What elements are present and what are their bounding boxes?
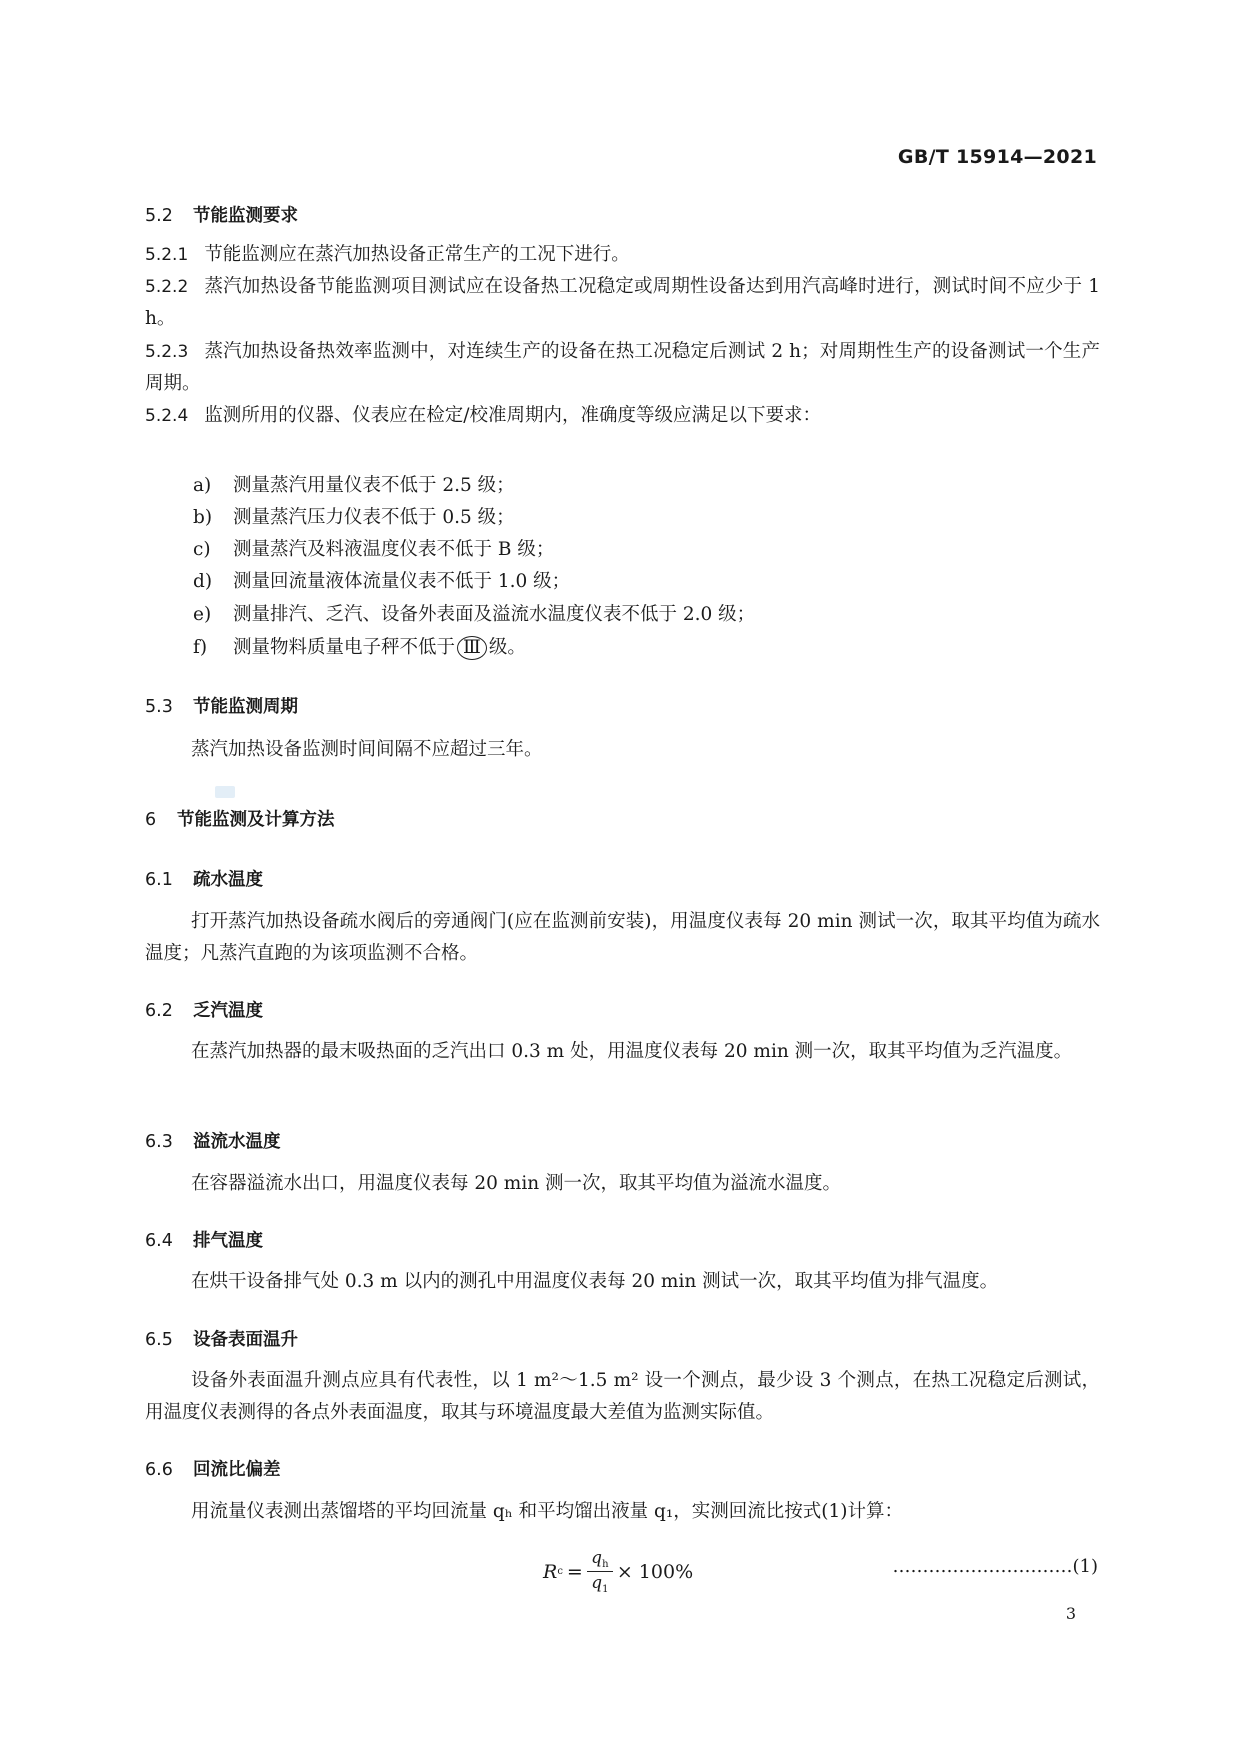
section-6-2-text: 在蒸汽加热器的最末吸热面的乏汽出口 0.3 m 处，用温度仪表每 20 min 测一次，取其平均值为乏汽温度。 bbox=[191, 1041, 1073, 1062]
scan-mark bbox=[215, 786, 235, 798]
clause-5-2-1: 5.2.1 节能监测应在蒸汽加热设备正常生产的工况下进行。 bbox=[145, 244, 630, 265]
section-6-4-heading: 6.4 排气温度 bbox=[145, 1231, 263, 1251]
section-6-6-text: 用流量仪表测出蒸馏塔的平均回流量 qₕ 和平均馏出液量 q₁，实测回流比按式(1)计算： bbox=[191, 1501, 903, 1522]
section-6-5-text: 设备外表面温升测点应具有代表性，以 1 m²～1.5 m² 设一个测点，最少设 3 个测点，在热工况稳定后测试，用温度仪表测得的各点外表面温度，取其与环境温度最大差值为监测实际值。 bbox=[145, 1370, 1100, 1423]
section-6-3-text: 在容器溢流水出口，用温度仪表每 20 min 测一次，取其平均值为溢流水温度。 bbox=[191, 1173, 842, 1194]
chapter-6-heading: 6 节能监测及计算方法 bbox=[145, 810, 335, 830]
clause-5-2-4: 5.2.4 监测所用的仪器、仪表应在检定/校准周期内，准确度等级应满足以下要求： bbox=[145, 405, 822, 426]
section-5-3-text: 蒸汽加热设备监测时间间隔不应超过三年。 bbox=[191, 739, 543, 760]
circled-class-mark: Ⅲ bbox=[457, 636, 487, 660]
section-6-2-heading: 6.2 乏汽温度 bbox=[145, 1001, 263, 1021]
list-item: c) 测量蒸汽及料液温度仪表不低于 B 级； bbox=[193, 539, 555, 560]
section-6-3-heading: 6.3 溢流水温度 bbox=[145, 1132, 281, 1152]
list-item: b) 测量蒸汽压力仪表不低于 0.5 级； bbox=[193, 507, 515, 528]
equation-number: …………………………(1) bbox=[892, 1556, 1098, 1577]
section-5-2-heading: 5.2 节能监测要求 bbox=[145, 206, 298, 226]
clause-5-2-2: 5.2.2 蒸汽加热设备节能监测项目测试应在设备热工况稳定或周期性设备达到用汽高峰时进行，测试时间不应少于 1 h。 bbox=[145, 276, 1100, 329]
section-6-6-heading: 6.6 回流比偏差 bbox=[145, 1460, 281, 1480]
section-5-3-heading: 5.3 节能监测周期 bbox=[145, 697, 298, 717]
formula-1: R c = $\frac{q_h}{q_1}$ × 100% bbox=[543, 1548, 694, 1595]
list-item: d) 测量回流量液体流量仪表不低于 1.0 级； bbox=[193, 571, 571, 592]
list-item: f) 测量物料质量电子秤不低于 Ⅲ 级。 bbox=[193, 637, 526, 658]
standard-number: GB/T 15914—2021 bbox=[897, 146, 1097, 168]
list-item: e) 测量排汽、乏汽、设备外表面及溢流水温度仪表不低于 2.0 级； bbox=[193, 604, 756, 625]
section-6-5-heading: 6.5 设备表面温升 bbox=[145, 1330, 298, 1350]
clause-5-2-3: 5.2.3 蒸汽加热设备热效率监测中，对连续生产的设备在热工况稳定后测试 2 h；对周期性生产的设备测试一个生产周期。 bbox=[145, 341, 1100, 394]
fraction: $\frac{q_h}{q_1}$ bbox=[587, 1548, 613, 1595]
list-item: a) 测量蒸汽用量仪表不低于 2.5 级； bbox=[193, 475, 515, 496]
section-6-4-text: 在烘干设备排气处 0.3 m 以内的测孔中用温度仪表每 20 min 测试一次，取其平均值为排气温度。 bbox=[191, 1271, 999, 1292]
page-number: 3 bbox=[1065, 1604, 1076, 1623]
section-6-1-heading: 6.1 疏水温度 bbox=[145, 870, 263, 890]
section-6-1-text: 打开蒸汽加热设备疏水阀后的旁通阀门(应在监测前安装)，用温度仪表每 20 min 测试一次，取其平均值为疏水温度；凡蒸汽直跑的为该项监测不合格。 bbox=[145, 911, 1100, 964]
